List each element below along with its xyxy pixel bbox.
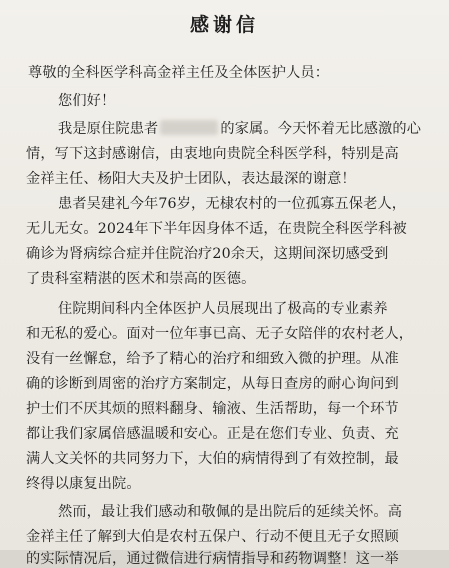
paragraph-3-line-7: 满人文关怀的共同努力下，大伯的病情得到了有效控制，最 [26,451,399,467]
greeting: 您们好！ [58,93,116,109]
paragraph-4-line-1: 然而，最让我们感动和敬佩的是出院后的延续关怀。高 [58,504,403,520]
paragraph-3-line-8: 终得以康复出院。 [26,476,141,492]
paragraph-3-line-1: 住院期间科内全体医护人员展现出了极高的专业素养 [58,301,388,317]
paragraph-1-line-1 [58,120,421,138]
paragraph-2-line-3: 确诊为肾病综合症并住院治疗20余天，这期间深切感受到 [26,246,389,262]
paragraph-3-line-4: 确的诊断到周密的治疗方案制定，从每日查房的耐心询问到 [26,376,399,392]
paragraph-1-line-1-start: 我是原住院患者 [58,121,159,137]
letter-title: 感谢信 [189,14,259,36]
paragraph-4-line-3: 的实际情况后，通过微信进行病情指导和药物调整！这一举 [26,551,399,567]
paragraph-1-line-3: 金祥主任、杨阳大夫及护士团队，表达最深的谢意！ [26,171,356,187]
salutation: 尊敬的全科医学科高金祥主任及全体医护人员： [28,65,330,81]
paragraph-4-line-2: 金祥主任了解到大伯是农村五保户、行动不便且无子女照顾 [26,529,399,545]
redacted-patient-name [160,120,218,135]
paragraph-3-line-6: 都让我们家属倍感温暖和安心。正是在您们专业、负责、充 [26,426,399,442]
paragraph-3-line-3: 没有一丝懈怠，给予了精心的治疗和细致入微的护理。从准 [26,351,399,367]
paragraph-3-line-5: 护士们不厌其烦的照料翻身、输液、生活帮助，每一个环节 [26,401,399,417]
paragraph-2-line-4: 了贵科室精湛的医术和崇高的医德。 [26,271,256,287]
paragraph-1-line-2: 情，写下这封感谢信，由衷地向贵院全科医学科，特别是高 [26,146,399,162]
paragraph-3-line-2: 和无私的爱心。面对一位年事已高、无子女陪伴的农村老人， [26,326,414,342]
paragraph-2-line-1: 患者吴建礼今年76岁，无棣农村的一位孤寡五保老人， [58,196,407,212]
paragraph-1-line-1-end: 的家属。今天怀着无比感激的心 [220,121,422,137]
paragraph-2-line-2: 无儿无女。2024年下半年因身体不适，在贵院全科医学科被 [26,221,407,237]
